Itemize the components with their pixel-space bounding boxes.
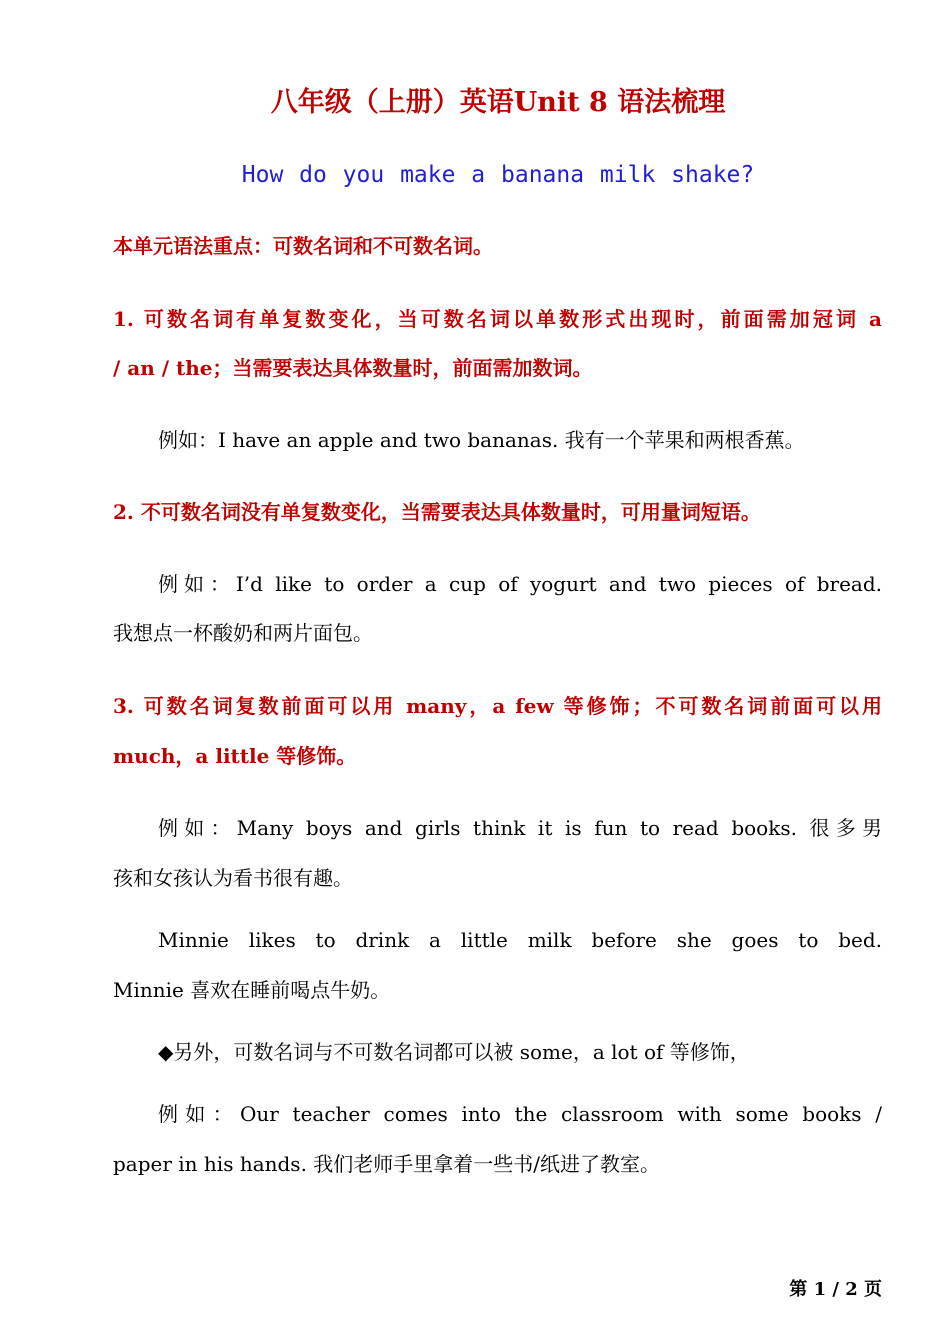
point-1-line-1: 1. 可数名词有单复数变化，当可数名词以单数形式出现时，前面需加冠词 a	[113, 307, 882, 331]
example-4-line-2: Minnie 喜欢在睡前喝点牛奶。	[113, 978, 391, 1002]
grammar-focus: 本单元语法重点：可数名词和不可数名词。	[113, 234, 493, 258]
point-2: 2. 不可数名词没有单复数变化，当需要表达具体数量时，可用量词短语。	[113, 500, 761, 524]
page-title: 八年级（上册）英语Unit 8 语法梳理	[270, 87, 726, 118]
page-subtitle: How do you make a banana milk shake?	[241, 162, 755, 188]
example-2-line-1: 例如：I’d like to order a cup of yogurt and two pieces of bread.	[158, 572, 882, 596]
page-number: 第 1 / 2 页	[789, 1279, 882, 1300]
example-4-line-1: Minnie likes to drink a little milk before she goes to bed.	[158, 928, 882, 952]
example-3-line-2: 孩和女孩认为看书很有趣。	[113, 866, 353, 890]
example-1: 例如：I have an apple and two bananas. 我有一个苹果和两根香蕉。	[158, 428, 805, 452]
example-5-line-2: paper in his hands. 我们老师手里拿着一些书/纸进了教室。	[113, 1152, 661, 1176]
example-5-line-1: 例如：Our teacher comes into the classroom with some books /	[158, 1102, 882, 1126]
example-2-line-2: 我想点一杯酸奶和两片面包。	[113, 621, 373, 645]
additional-note: ◆另外，可数名词与不可数名词都可以被 some，a lot of 等修饰，	[158, 1040, 750, 1064]
point-3-line-2: much，a little 等修饰。	[113, 744, 357, 768]
point-3-line-1: 3. 可数名词复数前面可以用 many，a few 等修饰；不可数名词前面可以用	[113, 694, 882, 718]
point-1-line-2: / an / the；当需要表达具体数量时，前面需加数词。	[113, 356, 593, 380]
example-3-line-1: 例如：Many boys and girls think it is fun to read books. 很多男	[158, 816, 882, 840]
